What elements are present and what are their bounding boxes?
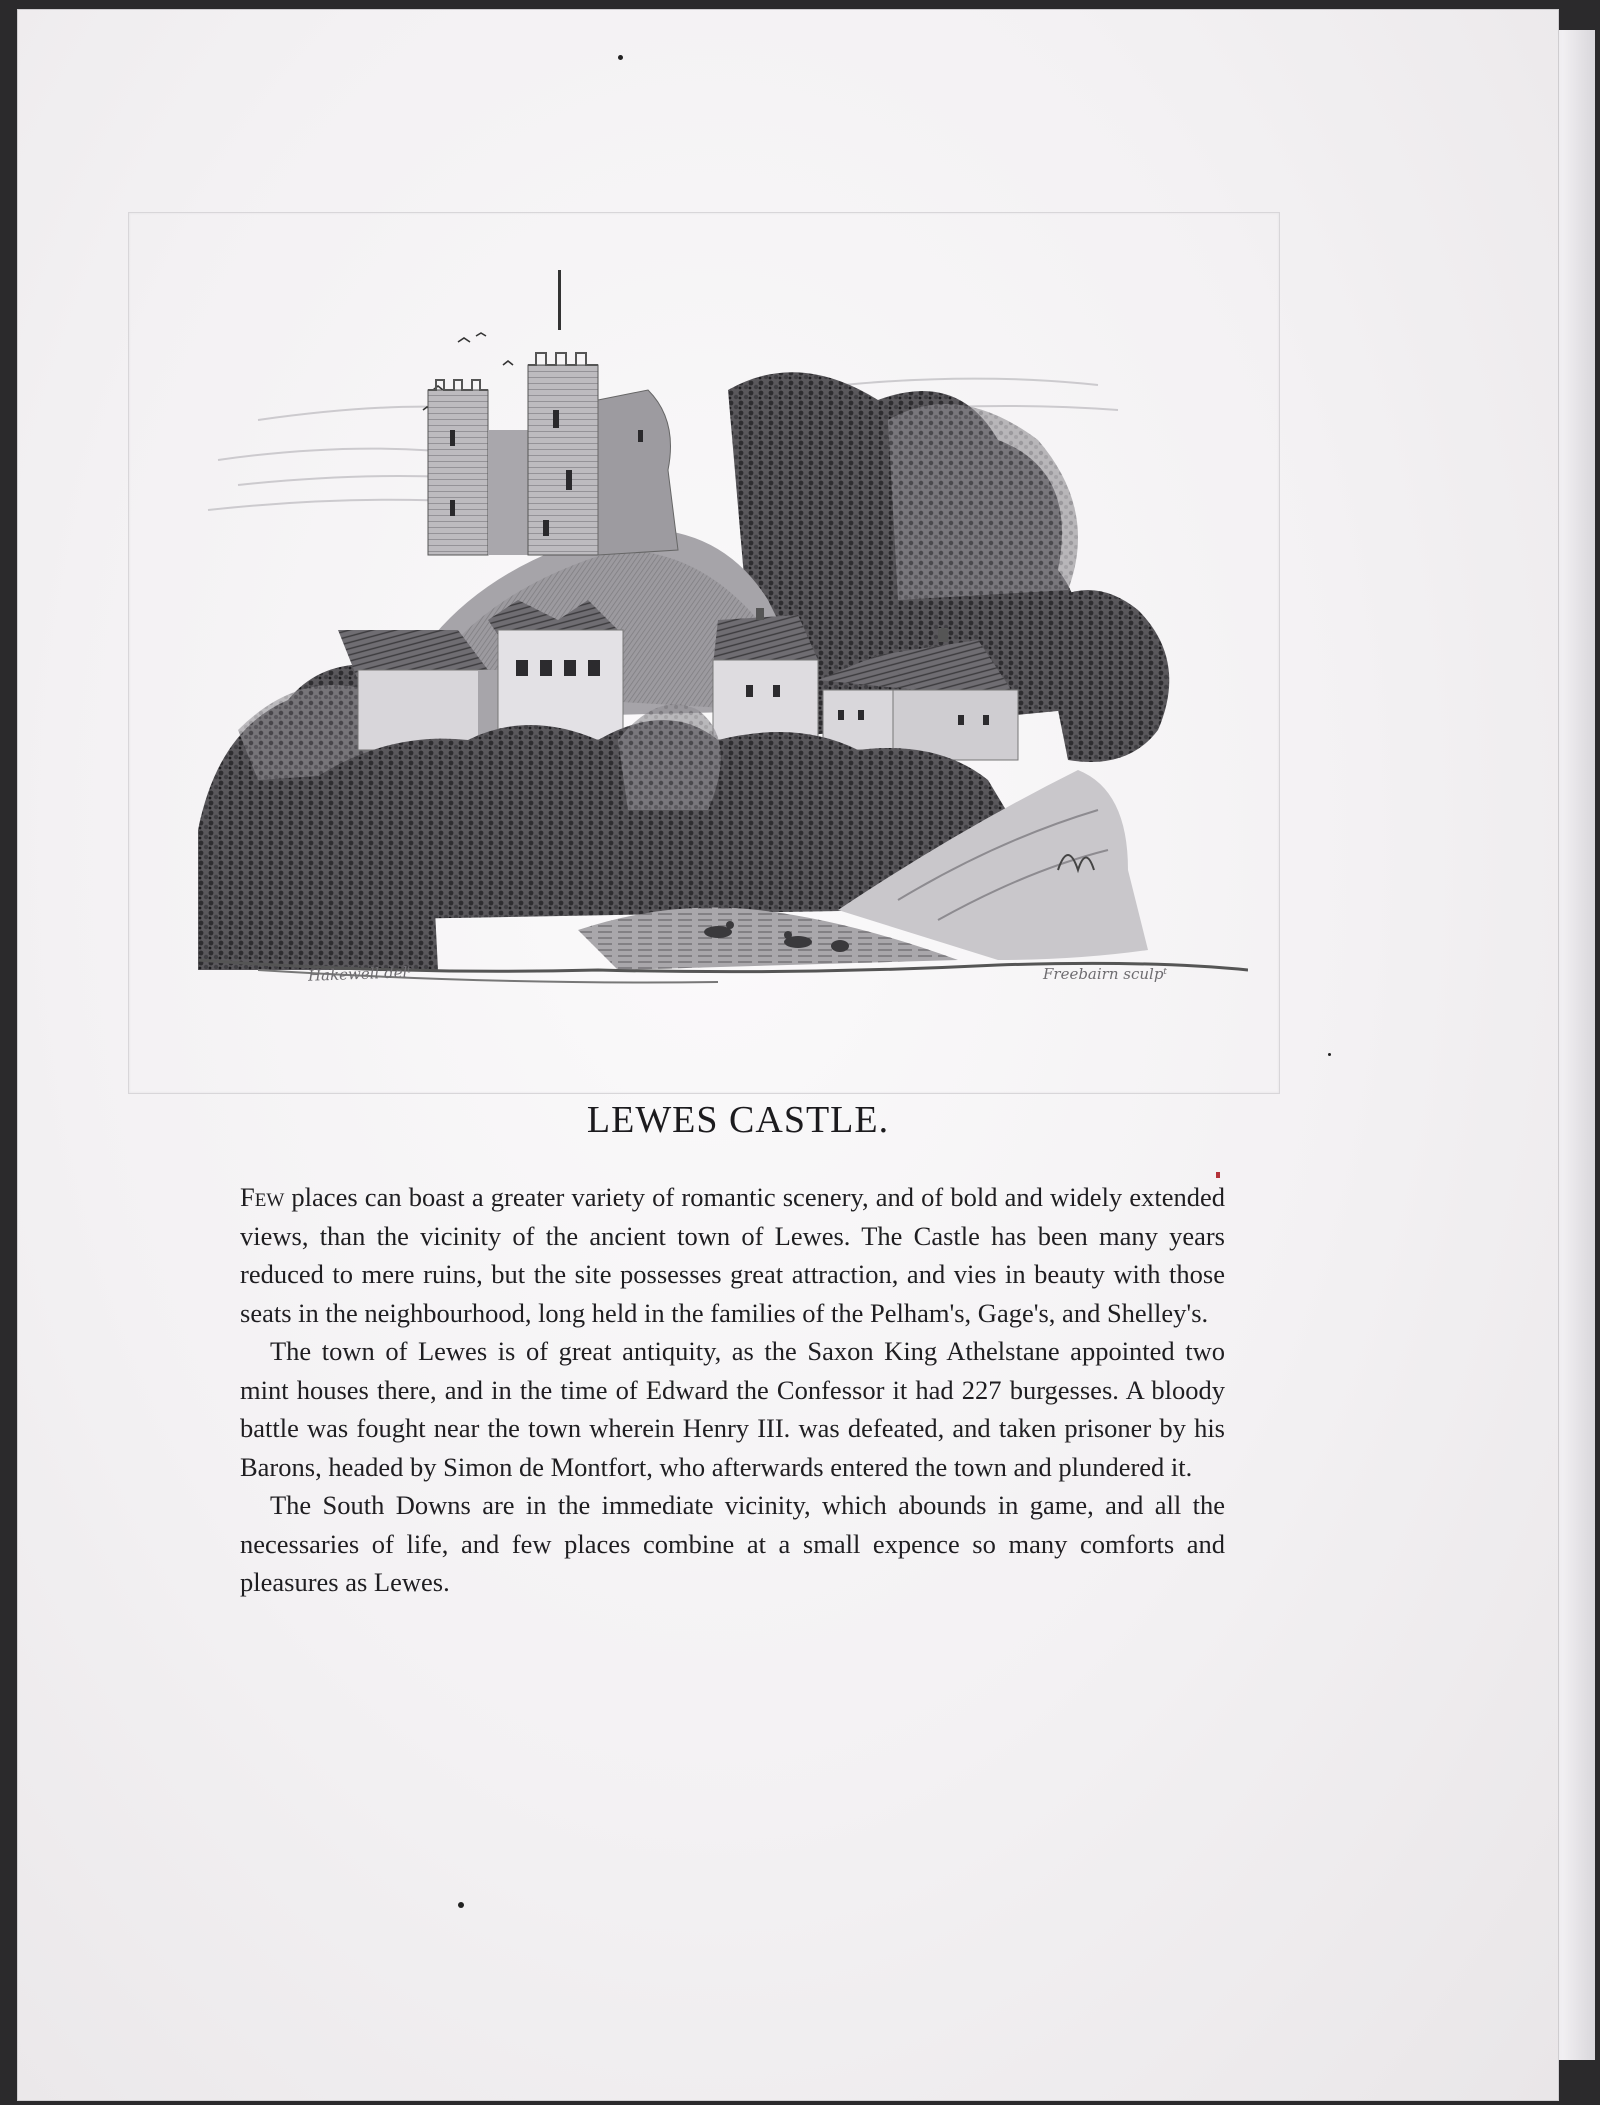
paragraph-1 xyxy=(240,1178,1225,1332)
artist-credit: Hakewell delᵗ xyxy=(307,963,412,985)
page-title: LEWES CASTLE. xyxy=(586,1099,890,1141)
paragraph-2: The town of Lewes is of great antiquity, as the Saxon King Athelstane appointed two mint houses there, and in the time of Edward the Confessor it had 227 burgesses. A bloody battle was fought near the town wherein Henry III. was defeated, and taken prisoner by his Barons, headed by Simon de Montfort, who afterwards entered the town and plundered it. xyxy=(240,1336,1225,1482)
paper-speck xyxy=(1328,1053,1331,1056)
paragraph-1-lead: Few xyxy=(240,1182,285,1212)
engraver-credit: Freebairn sculpᵗ xyxy=(1043,965,1168,983)
paper-speck xyxy=(618,55,623,60)
paragraph-3: The South Downs are in the immediate vicinity, which abounds in game, and all the necessaries of life, and few places combine at a small expence so many comforts and pleasures as Lewes. xyxy=(240,1490,1225,1597)
paper-speck xyxy=(458,1902,464,1908)
paragraph-1-text: places can boast a greater variety of romantic scenery, and of bold and widely extended views, than the vicinity of the ancient town of Lewes. The Castle has been many years reduced to mere ruins, but the site possesses great attraction, and vies in beauty with those seats in the neighbourhood, long held in the families of the Pelham's, Gage's, and Shelley's. xyxy=(240,1182,1225,1328)
engraving-lewes-castle xyxy=(198,270,1248,1060)
body-text xyxy=(240,1178,1225,1602)
page-sheet xyxy=(18,10,1558,2100)
paper-fleck xyxy=(1216,1172,1220,1178)
